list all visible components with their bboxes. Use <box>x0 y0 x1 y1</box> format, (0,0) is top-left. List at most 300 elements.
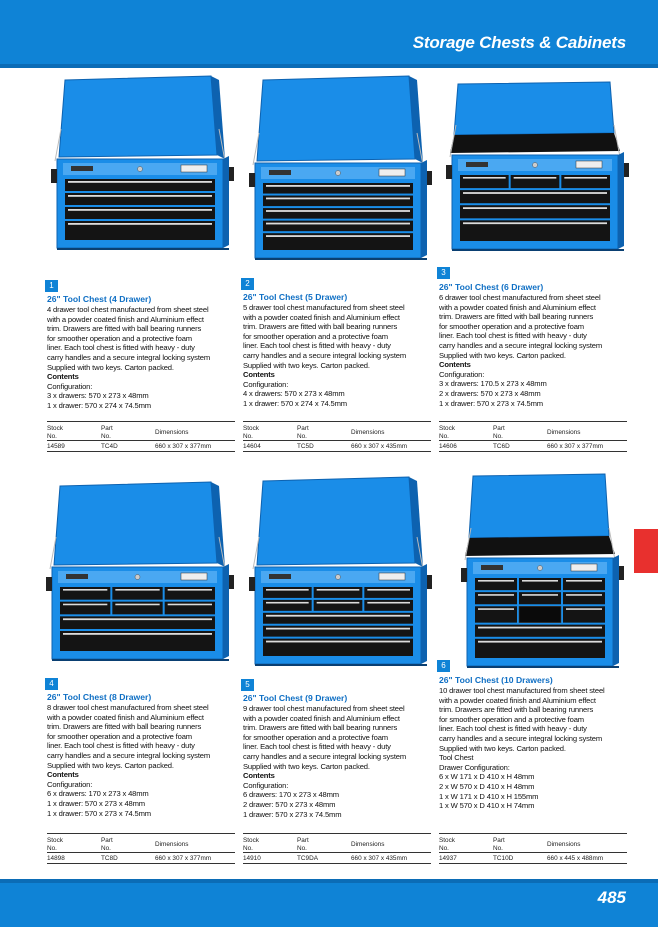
description-line: carry handles and a secure integral locking system <box>47 352 211 362</box>
contents-heading: Contents <box>243 370 275 380</box>
spec-row <box>47 853 235 864</box>
top-tray <box>450 133 620 153</box>
spec-header <box>243 421 431 441</box>
part-number: TC5D <box>297 443 314 450</box>
stock-header: Stock <box>243 837 259 844</box>
product-image <box>440 80 630 255</box>
stock-header-no: No. <box>439 845 449 852</box>
drawer <box>519 592 561 604</box>
description-line: 9 drawer tool chest manufactured from sheet steel <box>243 704 405 713</box>
carry-handle <box>427 171 432 185</box>
drawer <box>65 193 215 205</box>
product-description <box>243 704 406 819</box>
drawer <box>60 616 215 629</box>
drawer-handle <box>478 580 514 582</box>
drawer-handle <box>168 604 212 606</box>
drawer <box>65 179 215 191</box>
chest-lid <box>454 82 614 135</box>
drawer <box>475 592 517 604</box>
lock <box>135 575 140 580</box>
contents-line: 4 x drawers: 570 x 273 x 48mm <box>243 389 345 399</box>
description-line: liner. Each tool chest is fitted with heavy - duty <box>47 741 195 751</box>
chest-side <box>223 156 229 248</box>
product-title: 26" Tool Chest (5 Drawer) <box>243 292 348 302</box>
page-title: Storage Chests & Cabinets <box>412 33 626 52</box>
description-line: carry handles and a secure integral locking system <box>47 750 211 760</box>
drawer-handle <box>564 177 607 179</box>
carry-handle <box>624 163 629 177</box>
drawer <box>263 208 413 219</box>
drawer <box>511 175 560 188</box>
description-line: Supplied with two keys. Carton packed. <box>439 350 566 360</box>
description-line: for smoother operation and a protective foam <box>243 732 388 742</box>
carry-handle <box>446 165 452 179</box>
page-footer <box>0 883 658 927</box>
chest-lid <box>257 477 415 565</box>
stock-header-no: No. <box>243 433 253 440</box>
part-number: TC9DA <box>297 855 318 862</box>
drawer-handle <box>266 210 410 212</box>
description-line: liner. Each tool chest is fitted with heavy - duty <box>47 343 195 353</box>
drawer <box>460 205 610 218</box>
chest-side <box>421 160 427 258</box>
chest-base <box>255 664 427 666</box>
carry-handle <box>229 167 234 181</box>
drawer-handle <box>63 633 212 635</box>
description-line: with a powder coated finish and Aluminium effect <box>47 712 204 722</box>
drawer <box>65 207 215 219</box>
contents-line: 6 drawers: 170 x 273 x 48mm <box>243 790 339 800</box>
chest-base <box>467 666 619 668</box>
contents-heading: Contents <box>47 770 79 780</box>
carry-handle <box>619 566 624 580</box>
product-title: 26" Tool Chest (6 Drawer) <box>439 282 544 292</box>
top-tray <box>465 536 615 556</box>
stock-header-no: No. <box>47 845 57 852</box>
drawer-handle <box>266 185 410 187</box>
drawer-handle <box>367 589 410 591</box>
stock-header: Stock <box>47 837 63 844</box>
contents-line: Configuration: <box>47 779 93 789</box>
spec-header <box>243 833 431 853</box>
description-line: 5 drawer tool chest manufactured from sheet steel <box>243 303 405 312</box>
stock-header-no: No. <box>243 845 253 852</box>
chest-side <box>613 555 619 666</box>
spec-row <box>47 441 235 452</box>
drawer <box>364 587 413 598</box>
drawer-handle <box>266 235 410 237</box>
contents-heading: Contents <box>439 360 471 370</box>
chest-side <box>618 152 624 249</box>
chest-side <box>421 564 427 664</box>
contents-line: 2 x W 570 x D 410 x H 48mm <box>439 781 535 791</box>
drawer <box>519 578 561 590</box>
drawer-handle <box>63 604 107 606</box>
description-line: for smoother operation and a protective foam <box>439 321 584 331</box>
drawer-handle <box>317 589 360 591</box>
drawer <box>475 578 517 590</box>
drawer-handle <box>317 602 360 604</box>
drawer-handle <box>68 223 212 225</box>
brand-plate <box>466 162 488 167</box>
lock <box>533 163 538 168</box>
drawer <box>60 602 110 615</box>
description-line: 6 drawer tool chest manufactured from sheet steel <box>439 293 601 302</box>
logo-plate <box>379 573 405 580</box>
contents-line: Configuration: <box>439 369 485 379</box>
part-header: Part <box>297 837 309 844</box>
contents-line: Configuration: <box>243 780 289 790</box>
drawer-handle <box>266 615 410 617</box>
drawer <box>561 175 610 188</box>
contents-line: 6 x drawers: 170 x 273 x 48mm <box>47 789 149 799</box>
drawer <box>314 600 363 611</box>
dimensions-header: Dimensions <box>351 841 385 848</box>
drawer <box>263 626 413 637</box>
contents-line: Configuration: <box>47 381 93 391</box>
drawer <box>314 587 363 598</box>
dimensions-header: Dimensions <box>351 429 385 436</box>
chest-base <box>452 249 624 251</box>
description-line: 10 drawer tool chest manufactured from sheet steel <box>439 686 605 695</box>
contents-line: 1 x W 171 x D 410 x H 155mm <box>439 791 539 801</box>
description-line: with a powder coated finish and Aluminium effect <box>243 713 400 723</box>
contents-heading: Contents <box>243 771 275 781</box>
description-line: trim. Drawers are fitted with ball bearing runners <box>439 705 594 715</box>
spec-row <box>439 853 627 864</box>
tool-chest-image <box>40 480 235 665</box>
product-image <box>40 480 235 665</box>
description-line: 4 drawer tool chest manufactured from sheet steel <box>47 305 209 314</box>
stock-header: Stock <box>243 425 259 432</box>
spec-header <box>47 421 235 441</box>
drawer-handle <box>463 177 506 179</box>
drawer-handle <box>266 223 410 225</box>
description-line: carry handles and a secure integral locking system <box>243 350 407 360</box>
description-line: for smoother operation and a protective foam <box>439 714 584 724</box>
product-title: 26" Tool Chest (10 Drawers) <box>439 675 553 685</box>
description-line: for smoother operation and a protective foam <box>47 731 192 741</box>
product-description <box>439 293 602 408</box>
description-line: liner. Each tool chest is fitted with heavy - duty <box>439 724 587 734</box>
contents-heading: Contents <box>47 372 79 382</box>
carry-handle <box>46 577 52 591</box>
part-header: Part <box>101 837 113 844</box>
drawer-handle <box>115 589 159 591</box>
description-line: with a powder coated finish and Aluminium effect <box>439 695 596 705</box>
header-divider <box>0 68 658 70</box>
part-header-no: No. <box>101 845 111 852</box>
dimensions-value: 660 x 307 x 435mm <box>351 443 408 450</box>
tool-chest-image <box>243 74 433 264</box>
part-header-no: No. <box>493 433 503 440</box>
part-header: Part <box>493 425 505 432</box>
part-header-no: No. <box>297 845 307 852</box>
drawer <box>263 587 312 598</box>
product-description <box>243 303 406 409</box>
section-tab <box>634 529 658 573</box>
brand-plate <box>71 166 93 171</box>
product-title: 26" Tool Chest (4 Drawer) <box>47 294 152 304</box>
page-header <box>0 0 658 64</box>
drawer <box>563 592 605 604</box>
part-header-no: No. <box>493 845 503 852</box>
description-line: carry handles and a secure integral locking system <box>439 340 603 350</box>
chest-side <box>223 564 229 659</box>
product-number-badge: 4 <box>45 678 58 690</box>
carry-handle <box>461 568 467 582</box>
drawer-handle <box>63 618 212 620</box>
lock <box>138 167 143 172</box>
spec-row <box>243 853 431 864</box>
contents-line: 1 x drawer: 570 x 273 x 74.5mm <box>47 808 151 818</box>
drawer <box>364 600 413 611</box>
spec-row <box>243 441 431 452</box>
stock-header: Stock <box>439 425 455 432</box>
contents-line: 1 x W 570 x D 410 x H 74mm <box>439 801 535 811</box>
drawer-handle <box>266 589 309 591</box>
chest-base <box>255 258 427 260</box>
drawer-handle <box>168 589 212 591</box>
product-number-badge: 6 <box>437 660 450 672</box>
drawer <box>165 587 215 600</box>
chest-base <box>57 248 229 250</box>
drawer-handle <box>68 209 212 211</box>
drawer <box>263 600 312 611</box>
contents-line: Tool Chest <box>439 753 474 763</box>
page-number: 485 <box>597 888 626 907</box>
description-line: trim. Drawers are fitted with ball bearing runners <box>47 722 202 732</box>
part-number: TC10D <box>493 855 514 862</box>
contents-line: 3 x drawers: 170.5 x 273 x 48mm <box>439 379 547 389</box>
drawer <box>475 625 605 637</box>
description-line: Supplied with two keys. Carton packed. <box>47 760 174 770</box>
carry-handle <box>249 577 255 591</box>
dimensions-header: Dimensions <box>547 841 581 848</box>
drawer <box>112 587 162 600</box>
part-number: TC8D <box>101 855 118 862</box>
description-line: Supplied with two keys. Carton packed. <box>47 362 174 372</box>
drawer <box>563 578 605 590</box>
description-line: carry handles and a secure integral locking system <box>243 751 407 761</box>
stock-header: Stock <box>439 837 455 844</box>
logo-plate <box>181 165 207 172</box>
drawer-handle <box>63 589 107 591</box>
stock-number: 14589 <box>47 443 65 450</box>
dimensions-value: 660 x 445 x 488mm <box>547 855 604 862</box>
product-image <box>243 475 433 670</box>
tool-chest-image <box>45 74 235 254</box>
spec-header <box>439 421 627 441</box>
stock-number: 14898 <box>47 855 65 862</box>
drawer <box>460 190 610 203</box>
spec-header <box>439 833 627 853</box>
description-line: with a powder coated finish and Aluminium effect <box>439 302 596 312</box>
stock-header: Stock <box>47 425 63 432</box>
spec-table <box>439 421 627 452</box>
drawer <box>263 183 413 194</box>
description-line: liner. Each tool chest is fitted with heavy - duty <box>439 331 587 341</box>
contents-line: 1 x drawer: 570 x 274 x 74.5mm <box>47 400 151 410</box>
product-image <box>45 74 235 254</box>
part-number: TC6D <box>493 443 510 450</box>
spec-table <box>47 421 235 452</box>
contents-line: 1 x drawer: 570 x 273 x 48mm <box>47 798 145 808</box>
contents-line: 6 x W 171 x D 410 x H 48mm <box>439 772 535 782</box>
drawer <box>263 221 413 232</box>
contents-line: 2 drawer: 570 x 273 x 48mm <box>243 799 336 809</box>
description-line: trim. Drawers are fitted with ball bearing runners <box>243 723 398 733</box>
drawer-handle <box>566 608 602 610</box>
chest-lid <box>54 482 217 565</box>
drawer-handle <box>266 198 410 200</box>
product-image <box>455 472 625 672</box>
spec-header <box>47 833 235 853</box>
description-line: for smoother operation and a protective foam <box>47 333 192 343</box>
drawer-handle <box>266 641 410 643</box>
drawer-handle <box>566 594 602 596</box>
dimensions-value: 660 x 307 x 377mm <box>547 443 604 450</box>
drawer-handle <box>478 594 514 596</box>
drawer-handle <box>68 181 212 183</box>
carry-handle <box>427 575 432 589</box>
drawer <box>112 602 162 615</box>
product-description <box>47 305 210 411</box>
carry-handle <box>229 575 234 589</box>
description-line: with a powder coated finish and Aluminium effect <box>243 312 400 322</box>
drawer-handle <box>68 195 212 197</box>
drawer <box>165 602 215 615</box>
description-line: liner. Each tool chest is fitted with heavy - duty <box>243 742 391 752</box>
drawer-handle <box>522 580 558 582</box>
product-number-badge: 5 <box>241 679 254 691</box>
part-number: TC4D <box>101 443 118 450</box>
stock-header-no: No. <box>47 433 57 440</box>
description-line: trim. Drawers are fitted with ball bearing runners <box>439 312 594 322</box>
stock-number: 14604 <box>243 443 261 450</box>
part-header: Part <box>297 425 309 432</box>
product-title: 26" Tool Chest (8 Drawer) <box>47 692 152 702</box>
drawer-handle <box>478 608 514 610</box>
product-image <box>243 74 433 264</box>
brand-plate <box>269 574 291 579</box>
lock <box>336 575 341 580</box>
drawer <box>519 606 561 622</box>
product-number-badge: 1 <box>45 280 58 292</box>
description-line: trim. Drawers are fitted with ball bearing runners <box>243 322 398 332</box>
tool-chest-image <box>243 475 433 670</box>
product-description <box>47 703 210 818</box>
tool-chest-image <box>440 80 630 255</box>
description-line: with a powder coated finish and Aluminium effect <box>47 314 204 324</box>
stock-number: 14937 <box>439 855 457 862</box>
part-header: Part <box>493 837 505 844</box>
product-description <box>439 686 605 811</box>
drawer-handle <box>566 580 602 582</box>
drawer-handle <box>115 604 159 606</box>
contents-line: 1 drawer: 570 x 273 x 74.5mm <box>243 809 342 819</box>
dimensions-header: Dimensions <box>155 841 189 848</box>
description-line: Supplied with two keys. Carton packed. <box>243 761 370 771</box>
description-line: carry handles and a secure integral locking system <box>439 733 603 743</box>
drawer <box>263 613 413 624</box>
drawer <box>263 196 413 207</box>
description-line: 8 drawer tool chest manufactured from sheet steel <box>47 703 209 712</box>
spec-row <box>439 441 627 452</box>
chest-base <box>52 659 229 661</box>
description-line: liner. Each tool chest is fitted with heavy - duty <box>243 341 391 351</box>
part-header: Part <box>101 425 113 432</box>
stock-number: 14606 <box>439 443 457 450</box>
carry-handle <box>51 169 57 183</box>
drawer-handle <box>522 594 558 596</box>
contents-line: 1 x drawer: 570 x 274 x 74.5mm <box>243 398 347 408</box>
product-number-badge: 3 <box>437 267 450 279</box>
product-number-badge: 2 <box>241 278 254 290</box>
spec-table <box>439 833 627 864</box>
brand-plate <box>481 565 503 570</box>
contents-line: Configuration: <box>243 379 289 389</box>
drawer <box>460 175 509 188</box>
drawer <box>60 587 110 600</box>
description-line: Supplied with two keys. Carton packed. <box>439 743 566 753</box>
description-line: Supplied with two keys. Carton packed. <box>243 360 370 370</box>
description-line: for smoother operation and a protective foam <box>243 331 388 341</box>
product-title: 26" Tool Chest (9 Drawer) <box>243 693 348 703</box>
logo-plate <box>181 573 207 580</box>
drawer-handle <box>463 207 607 209</box>
brand-plate <box>269 170 291 175</box>
logo-plate <box>576 161 602 168</box>
logo-plate <box>571 564 597 571</box>
brand-plate <box>66 574 88 579</box>
description-line: trim. Drawers are fitted with ball bearing runners <box>47 324 202 334</box>
chest-lid <box>469 474 609 538</box>
drawer-handle <box>266 602 309 604</box>
contents-line: 1 x drawer: 570 x 273 x 74.5mm <box>439 398 543 408</box>
part-header-no: No. <box>101 433 111 440</box>
carry-handle <box>249 173 255 187</box>
spec-table <box>47 833 235 864</box>
stock-number: 14910 <box>243 855 261 862</box>
drawer-handle <box>367 602 410 604</box>
drawer-handle <box>463 222 607 224</box>
logo-plate <box>379 169 405 176</box>
drawer-handle <box>266 628 410 630</box>
drawer-handle <box>463 192 607 194</box>
lock <box>336 171 341 176</box>
dimensions-header: Dimensions <box>547 429 581 436</box>
dimensions-value: 660 x 307 x 435mm <box>351 855 408 862</box>
dimensions-value: 660 x 307 x 377mm <box>155 855 212 862</box>
contents-line: 3 x drawers: 570 x 273 x 48mm <box>47 391 149 401</box>
spec-table <box>243 833 431 864</box>
drawer-handle <box>478 641 602 643</box>
spec-table <box>243 421 431 452</box>
stock-header-no: No. <box>439 433 449 440</box>
chest-lid <box>257 76 415 161</box>
dimensions-header: Dimensions <box>155 429 189 436</box>
tool-chest-image <box>455 472 625 672</box>
part-header-no: No. <box>297 433 307 440</box>
lock <box>538 566 543 571</box>
drawer-handle <box>478 627 602 629</box>
chest-lid <box>59 76 217 157</box>
contents-line: 2 x drawers: 570 x 273 x 48mm <box>439 388 541 398</box>
contents-line: Drawer Configuration: <box>439 762 510 772</box>
dimensions-value: 660 x 307 x 377mm <box>155 443 212 450</box>
drawer-handle <box>514 177 557 179</box>
